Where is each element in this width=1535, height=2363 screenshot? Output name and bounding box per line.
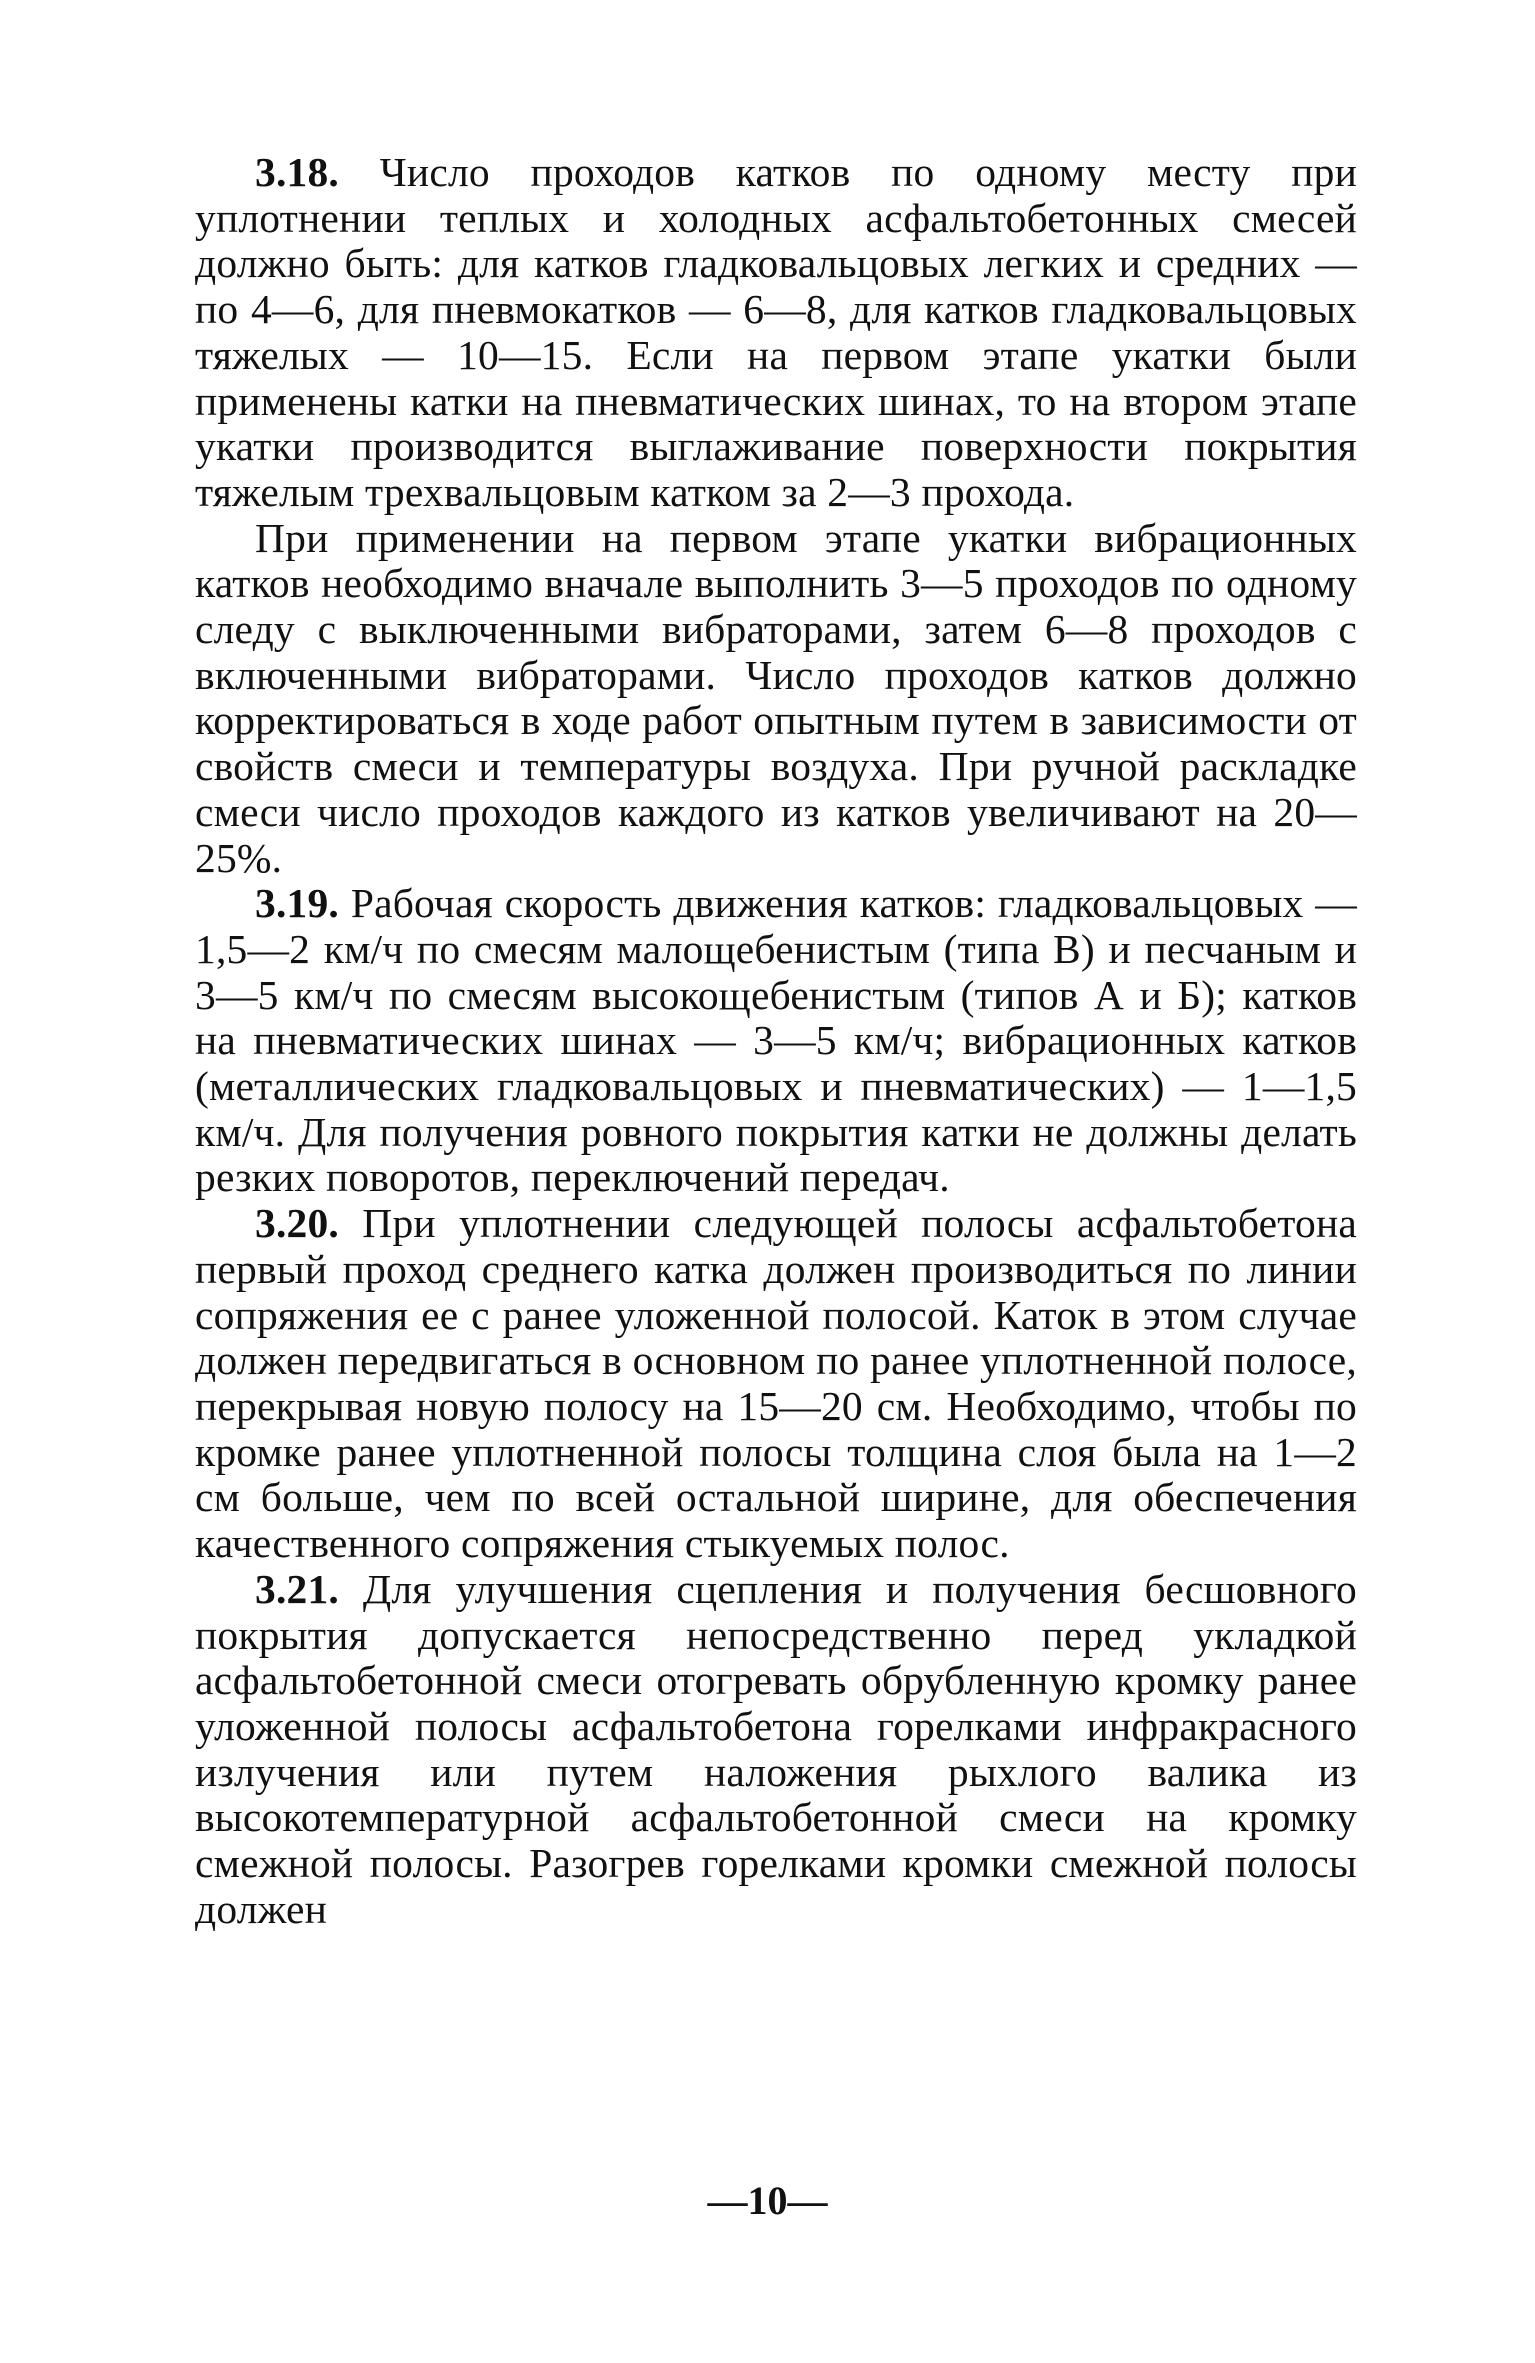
paragraph-text: Рабочая скорость движения катков: гладковальцовых — 1,5—2 км/ч по смесям малощебенистым (типа В) и песчаным и 3—5 км/ч по смесям высокощебенистым (типов А и Б); катков на пневматических шинах — 3—5 км/ч; вибрационных катков (металлических гладковальцовых и пневматических) — 1—1,5 км/ч. Для получения ровного покрытия катки не должны делать резких поворотов, переключений передач. xyxy=(195,880,1357,1201)
section-number: 3.19. xyxy=(255,880,339,927)
section-number: 3.18. xyxy=(255,149,339,195)
paragraph-text: Число проходов катков по одному месту при уплотнении теплых и холодных асфальтобетонных смесей должно быть: для катков гладковальцовых легких и средних — по 4—6, для пневмокатков — 6—8, для катков гладковальцовых тяжелых — 10—15. Если на первом этапе укатки были применены катки на пневматических шинах, то на втором этапе укатки производится выглаживание поверхности покрытия тяжелым трехвальцовым катком за 2—3 прохода. xyxy=(195,149,1358,515)
paragraph-3-20 xyxy=(195,1201,1357,1567)
paragraph-text: Для улучшения сцепления и получения бесшовного покрытия допускается непосредственно перед укладкой асфальтобетонной смеси отогревать обрубленную кромку ранее уложенной полосы асфальтобетона горелками инфракрасного излучения или путем наложения рыхлого валика из высокотемпературной асфальтобетонной смеси на кромку смежной полосы. Разогрев горелками кромки смежной полосы должен xyxy=(195,1565,1357,1932)
paragraph-3-19 xyxy=(195,881,1357,1201)
document-page xyxy=(195,150,1357,1932)
section-number: 3.21. xyxy=(255,1565,339,1612)
paragraph-text: При уплотнении следующей полосы асфальтобетона первый проход среднего катка должен производиться по линии сопряжения ее с ранее уложенной полосой. Каток в этом случае должен передвигаться в основном по ранее уплотненной полосе, перекрывая новую полосу на 15—20 см. Необходимо, чтобы по кромке ранее уплотненной полосы толщина слоя была на 1—2 см больше, чем по всей остальной ширине, для обеспечения качественного сопряжения стыкуемых полос. xyxy=(195,1200,1357,1567)
paragraph-3-18 xyxy=(195,150,1357,516)
paragraph-text: При применении на первом этапе укатки вибрационных катков необходимо вначале выполнить 3—5 проходов по одному следу с выключенными вибраторами, затем 6—8 проходов с включенными вибраторами. Число проходов катков должно корректироваться в ходе работ опытным путем в зависимости от свойств смеси и температуры воздуха. При ручной раскладке смеси число проходов каждого из катков увеличивают на 20—25%. xyxy=(195,514,1357,881)
paragraph-vibration-rollers xyxy=(195,516,1357,882)
paragraph-3-21 xyxy=(195,1567,1357,1933)
section-number: 3.20. xyxy=(255,1200,339,1247)
page-number: —10— xyxy=(707,2178,828,2223)
